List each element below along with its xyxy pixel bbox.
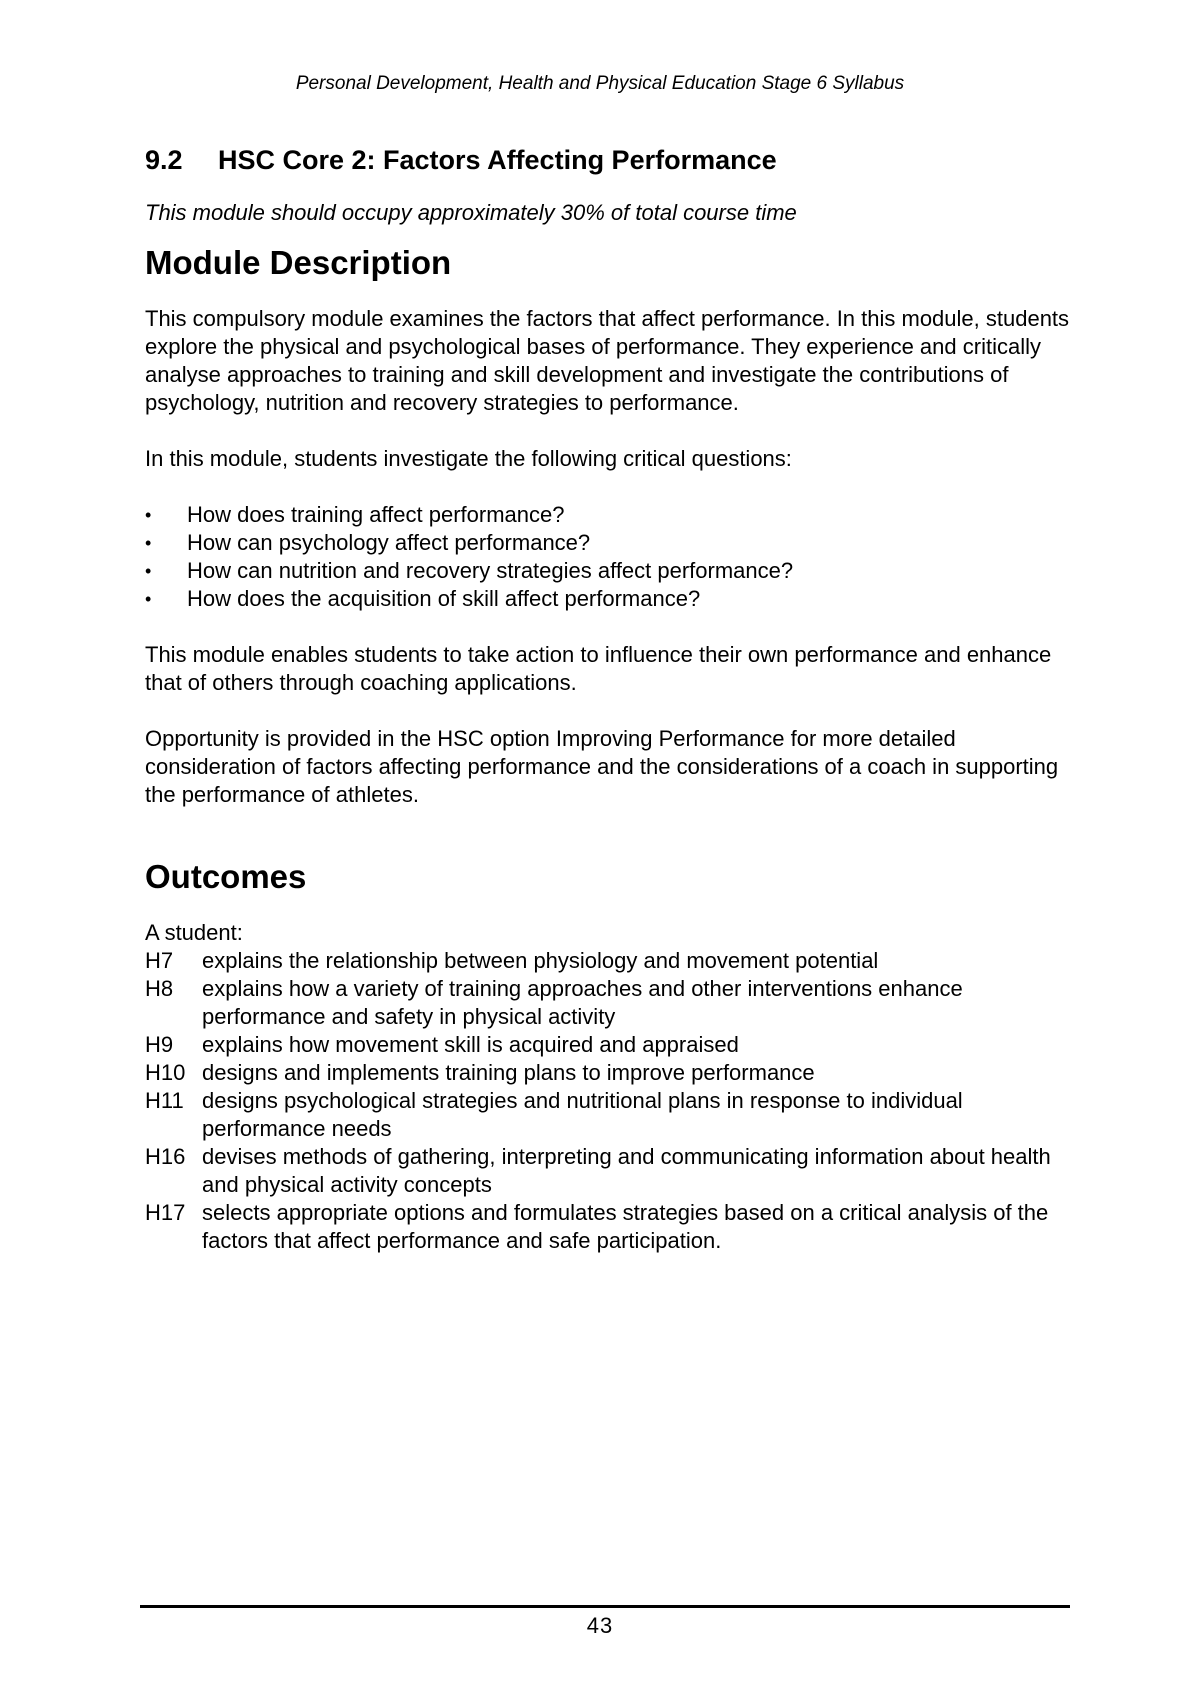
list-item [145, 501, 1075, 529]
outcome-text: explains how a variety of training approaches and other interventions enhance performance and safety in physical activity [202, 976, 963, 1029]
outcome-row [145, 1087, 1075, 1143]
outcome-row [145, 975, 1075, 1031]
outcome-text: designs psychological strategies and nutritional plans in response to individual performance needs [202, 1088, 963, 1141]
list-item [145, 557, 1075, 585]
questions-intro: In this module, students investigate the following critical questions: [145, 446, 792, 471]
bullet-icon: • [145, 533, 152, 553]
outcome-row [145, 1143, 1075, 1199]
module-description-paragraph: This compulsory module examines the factors that affect performance. In this module, students explore the physical and psychological bases of performance. They experience and critically analyse approaches to training and skill development and investigate the contributions of psychology, nutrition and recovery strategies to performance. [145, 306, 1070, 415]
outcome-code: H8 [145, 976, 174, 1001]
outcome-text: devises methods of gathering, interpreting and communicating information about health and physical activity concepts [202, 1144, 1051, 1197]
critical-questions-list [145, 501, 1075, 613]
outcome-text: explains the relationship between physiology and movement potential [202, 948, 879, 973]
coaching-paragraph: This module enables students to take action to influence their own performance and enhance that of others through coaching applications. [145, 642, 1052, 695]
outcome-row [145, 1059, 1075, 1087]
bullet-icon: • [145, 505, 152, 525]
outcome-text: selects appropriate options and formulates strategies based on a critical analysis of the factors that affect performance and safe participation. [202, 1200, 1049, 1253]
outcome-row [145, 1031, 1075, 1059]
list-item [145, 585, 1075, 613]
bullet-icon: • [145, 589, 152, 609]
option-paragraph: Opportunity is provided in the HSC option Improving Performance for more detailed consideration of factors affecting performance and the considerations of a coach in supporting the performance of athletes. [145, 726, 1059, 807]
outcome-text: designs and implements training plans to improve performance [202, 1060, 815, 1085]
module-description-heading: Module Description [145, 244, 452, 281]
question-text: How can psychology affect performance? [187, 530, 591, 555]
outcome-code: H9 [145, 1032, 174, 1057]
outcomes-lead: A student: [145, 920, 243, 945]
question-text: How does the acquisition of skill affect performance? [187, 586, 701, 611]
outcome-code: H11 [145, 1088, 184, 1113]
page-number: 43 [586, 1613, 614, 1638]
question-text: How can nutrition and recovery strategies affect performance? [187, 558, 794, 583]
section-number: 9.2 [145, 145, 183, 175]
running-header: Personal Development, Health and Physical Education Stage 6 Syllabus [295, 73, 905, 94]
section-title: HSC Core 2: Factors Affecting Performance [218, 145, 777, 175]
outcomes-heading: Outcomes [145, 858, 307, 895]
question-text: How does training affect performance? [187, 502, 565, 527]
outcomes-list [145, 947, 1075, 1255]
footer-rule [140, 1605, 1070, 1608]
list-item [145, 529, 1075, 557]
outcome-code: H17 [145, 1200, 186, 1225]
section-heading [145, 143, 1075, 177]
outcome-code: H16 [145, 1144, 186, 1169]
bullet-icon: • [145, 561, 152, 581]
outcome-text: explains how movement skill is acquired and appraised [202, 1032, 739, 1057]
outcome-code: H7 [145, 948, 174, 973]
course-time-note: This module should occupy approximately 30% of total course time [145, 200, 797, 225]
outcome-row [145, 1199, 1075, 1255]
page-content [145, 143, 1075, 1255]
outcome-code: H10 [145, 1060, 186, 1085]
outcome-row [145, 947, 1075, 975]
